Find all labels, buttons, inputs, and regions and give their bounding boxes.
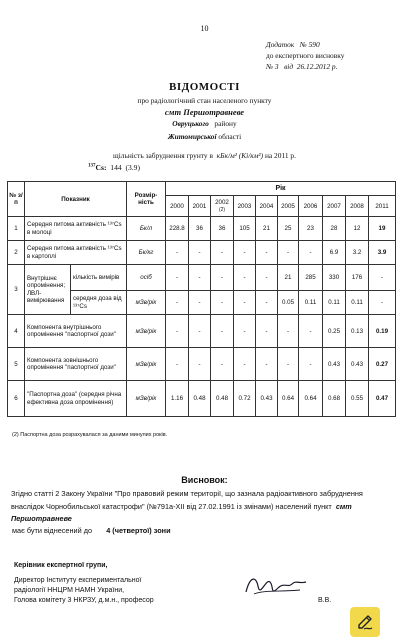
year-note: (2) [218, 207, 226, 213]
pencil-icon [350, 607, 380, 637]
page-number: 10 [200, 24, 209, 33]
value-cell: 0.25 [323, 315, 346, 348]
region-suffix: області [218, 132, 242, 141]
value-cell: - [234, 265, 256, 291]
value-cell: - [166, 265, 189, 291]
value-cell: 28 [323, 217, 346, 241]
attachment-label: Додаток [266, 40, 295, 49]
year-cell: 2003 [234, 196, 256, 217]
value-cell: 0.48 [211, 381, 234, 417]
value-cell: 36 [189, 217, 211, 241]
value-cell: - [211, 241, 234, 265]
value-cell: 21 [256, 217, 278, 241]
row-number: 4 [8, 315, 25, 348]
row-sublabel: кількість вимірів [71, 265, 127, 291]
value-cell: 0.55 [346, 381, 369, 417]
year-cell [211, 196, 234, 217]
signer-title: Керівник експертної групи, [14, 562, 108, 569]
radiology-table [7, 181, 396, 417]
row-sublabel: середня доза від ¹³⁷Cs [71, 291, 127, 315]
cs-density-line [88, 163, 140, 172]
value-cell: - [256, 265, 278, 291]
value-cell: 0.43 [346, 348, 369, 381]
header-year: Рік [166, 182, 396, 196]
table-row [8, 348, 396, 381]
value-cell: - [211, 291, 234, 315]
value-cell: 3.2 [346, 241, 369, 265]
value-cell: 0.64 [278, 381, 299, 417]
year-cell: 2004 [256, 196, 278, 217]
value-cell: 12 [346, 217, 369, 241]
district-line [0, 119, 409, 128]
value-cell: - [234, 315, 256, 348]
row-label: Середня питома активність ¹³⁷Cs в картоплі [25, 241, 127, 265]
attachment-line-1 [266, 40, 320, 50]
value-cell: 0.72 [234, 381, 256, 417]
value-cell: - [256, 315, 278, 348]
value-cell: - [369, 291, 396, 315]
value-cell: 0.27 [369, 348, 396, 381]
header-row-1 [8, 182, 396, 196]
value-cell: - [166, 241, 189, 265]
value-cell: 285 [299, 265, 323, 291]
year-cell: 2008 [346, 196, 369, 217]
value-cell: 0.13 [346, 315, 369, 348]
value-cell: 176 [346, 265, 369, 291]
value-cell: 0.11 [346, 291, 369, 315]
value-cell: 0.47 [369, 381, 396, 417]
row-unit: Бк/кг [127, 241, 166, 265]
settlement-name: смт Першотравневе [164, 107, 245, 117]
value-cell: 0.43 [256, 381, 278, 417]
year-cell: 2011 [369, 196, 396, 217]
document-title: ВІДОМОСТІ [169, 81, 240, 93]
district-name: Овруцького [172, 119, 209, 128]
zone-prefix: має бути віднесений до [12, 526, 93, 535]
row-unit: мЗв/рік [127, 291, 166, 315]
value-cell: - [256, 291, 278, 315]
conclusion-heading: Висновок: [181, 475, 228, 485]
value-cell: - [299, 348, 323, 381]
header-dimension: Розмір-ність [127, 182, 166, 217]
density-year: на 2011 р. [264, 151, 296, 160]
signer-line-3: Голова комітету 3 НКРЗУ, д.м.н., професор [14, 597, 154, 604]
value-cell: - [211, 348, 234, 381]
row-unit: мЗв/рік [127, 381, 166, 417]
row-label: Компонента внутрішнього опромінення "паспортної дози" [25, 315, 127, 348]
value-cell: 0.68 [323, 381, 346, 417]
value-cell: - [369, 265, 396, 291]
district-suffix: району [214, 119, 237, 128]
value-cell: 0.43 [323, 348, 346, 381]
row-label: Компонента зовнішнього опромінення "паспортної дози" [25, 348, 127, 381]
value-cell: - [278, 241, 299, 265]
table-row [8, 265, 396, 291]
year-cell: 2007 [323, 196, 346, 217]
table-row [8, 241, 396, 265]
value-cell: 0.05 [278, 291, 299, 315]
signature-image [240, 570, 310, 606]
row-unit: Бк/л [127, 217, 166, 241]
value-cell: - [166, 315, 189, 348]
signer-line-2: радіології ННЦРМ НАМН України, [14, 587, 125, 594]
region-name: Житомирської [167, 132, 217, 141]
row-unit: мЗв/рік [127, 315, 166, 348]
density-unit: кБк/м² (Кі/км²) [216, 151, 264, 160]
value-cell: 0.11 [323, 291, 346, 315]
row-label: "Паспортна доза" (середня річна ефективна доза опромінення) [25, 381, 127, 417]
cs-value-ci: (3.9) [125, 163, 141, 172]
header-indicator: Показник [25, 182, 127, 217]
value-cell: 6.9 [323, 241, 346, 265]
value-cell: 330 [323, 265, 346, 291]
header-num: № з/п [8, 182, 25, 217]
value-cell: - [234, 291, 256, 315]
edit-button[interactable] [350, 607, 380, 637]
row-number: 6 [8, 381, 25, 417]
density-line [0, 151, 409, 160]
value-cell: - [211, 265, 234, 291]
year-cell: 2001 [189, 196, 211, 217]
value-cell: - [166, 291, 189, 315]
value-cell: - [299, 315, 323, 348]
year-cell: 2006 [299, 196, 323, 217]
document-subtitle: про радіологічний стан населеного пункту [137, 96, 272, 105]
row-number: 3 [8, 265, 25, 315]
value-cell: - [256, 241, 278, 265]
conclusion-text [11, 488, 391, 526]
row-label: Внутрішнє опромінення; ЛВЛ-вимірювання [25, 265, 71, 315]
cs-isotope-mass: 137 [88, 163, 96, 169]
value-cell: 0.48 [189, 381, 211, 417]
table-row [8, 315, 396, 348]
row-label: Середня питома активність ¹³⁷Cs в молоці [25, 217, 127, 241]
value-cell: - [299, 241, 323, 265]
signer-line-1: Директор Інституту експериментальної [14, 577, 142, 584]
value-cell: 1.16 [166, 381, 189, 417]
value-cell: 23 [299, 217, 323, 241]
density-prefix: щільність забруднення грунту в [113, 151, 213, 160]
attachment-number: № 590 [299, 40, 320, 49]
value-cell: 0.19 [369, 315, 396, 348]
value-cell: 36 [211, 217, 234, 241]
value-cell: - [189, 348, 211, 381]
zone-value: 4 (четвертої) зони [106, 526, 171, 535]
value-cell: - [166, 348, 189, 381]
value-cell: - [256, 348, 278, 381]
cs-value: 144 [110, 163, 122, 172]
value-cell: - [189, 265, 211, 291]
date-prefix: від [284, 62, 294, 71]
value-cell: - [234, 348, 256, 381]
table-footnote: (2) Паспортна доза розрахувалася за даними минулих років. [12, 432, 168, 438]
year-label: 2002 [215, 199, 229, 206]
row-unit: мЗв/рік [127, 348, 166, 381]
value-cell: - [234, 241, 256, 265]
value-cell: - [278, 348, 299, 381]
year-cell: 2000 [166, 196, 189, 217]
value-cell: - [278, 315, 299, 348]
table-row [8, 217, 396, 241]
attachment-line-2: до експертного висновку [266, 51, 345, 60]
year-cell: 2005 [278, 196, 299, 217]
region-line [0, 132, 409, 141]
cs-label: Cs: [95, 163, 107, 172]
value-cell: - [189, 291, 211, 315]
conclusion-zone-line [12, 525, 392, 538]
value-cell: - [189, 241, 211, 265]
table-row [8, 381, 396, 417]
value-cell: 3.9 [369, 241, 396, 265]
value-cell: 228.8 [166, 217, 189, 241]
conclusion-number: № 3 [266, 62, 279, 71]
conclusion-body: Згідно статті 2 Закону України "Про правовий режим території, що зазнала радіоактивного забруднення внаслідок Чорнобильської катастрофи" (№791а-XII від 27.02.1991 із змінами) населений пункт [11, 489, 363, 511]
value-cell: - [189, 315, 211, 348]
value-cell: 0.64 [299, 381, 323, 417]
value-cell: 21 [278, 265, 299, 291]
row-number: 5 [8, 348, 25, 381]
conclusion-date: 26.12.2012 р. [296, 62, 338, 71]
value-cell: 105 [234, 217, 256, 241]
value-cell: 19 [369, 217, 396, 241]
value-cell: 25 [278, 217, 299, 241]
row-number: 2 [8, 241, 25, 265]
attachment-line-3 [266, 62, 337, 72]
value-cell: 0.11 [299, 291, 323, 315]
row-number: 1 [8, 217, 25, 241]
value-cell: - [211, 315, 234, 348]
signer-name: В.В. [318, 597, 332, 604]
conclusion-settlement: смт Першотравневе [11, 501, 352, 523]
row-unit: осіб [127, 265, 166, 291]
